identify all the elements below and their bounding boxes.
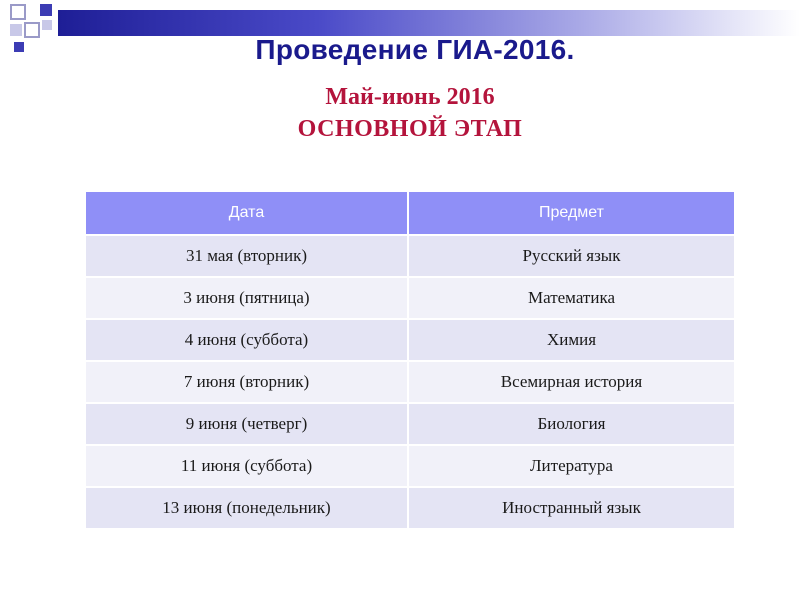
table-row: [86, 403, 734, 445]
decorative-gradient-bar: [58, 10, 800, 36]
cell-date: 13 июня (понедельник): [86, 487, 408, 529]
table-header-row: [86, 192, 734, 235]
table-row: [86, 235, 734, 277]
cell-subject: Русский язык: [408, 235, 734, 277]
cell-subject: Биология: [408, 403, 734, 445]
table-row: [86, 277, 734, 319]
cell-subject: Всемирная история: [408, 361, 734, 403]
cell-date: 4 июня (суббота): [86, 319, 408, 361]
table-row: [86, 445, 734, 487]
header-subject: Предмет: [408, 192, 734, 235]
cell-subject: Химия: [408, 319, 734, 361]
cell-subject: Математика: [408, 277, 734, 319]
subtitle-period: Май-июнь 2016: [325, 84, 495, 110]
cell-date: 3 июня (пятница): [86, 277, 408, 319]
cell-date: 31 мая (вторник): [86, 235, 408, 277]
page-title: Проведение ГИА-2016.: [255, 34, 575, 65]
table-row: [86, 487, 734, 529]
header-date: Дата: [86, 192, 408, 235]
exam-schedule-table: [86, 192, 734, 530]
cell-date: 7 июня (вторник): [86, 361, 408, 403]
cell-date: 9 июня (четверг): [86, 403, 408, 445]
cell-date: 11 июня (суббота): [86, 445, 408, 487]
cell-subject: Иностранный язык: [408, 487, 734, 529]
cell-subject: Литература: [408, 445, 734, 487]
table-row: [86, 361, 734, 403]
table-row: [86, 319, 734, 361]
subtitle-stage: ОСНОВНОЙ ЭТАП: [297, 116, 523, 142]
